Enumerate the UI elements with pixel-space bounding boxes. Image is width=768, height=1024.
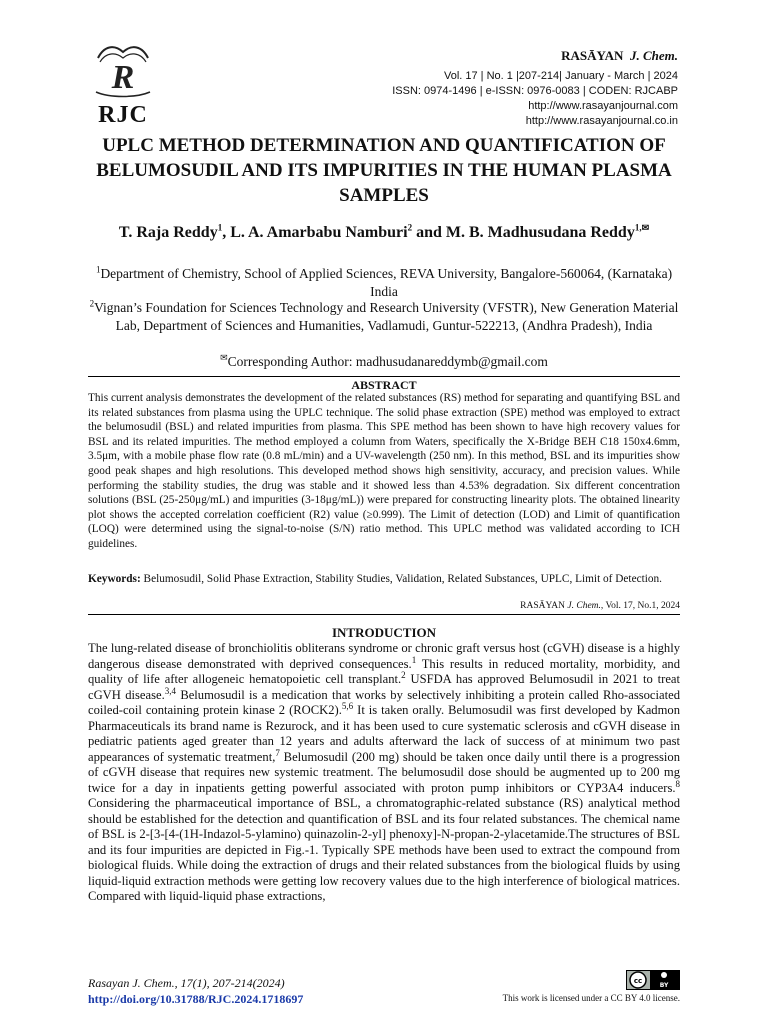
keywords-list: Belumosudil, Solid Phase Extraction, Stability Studies, Validation, Related Substances, UPLC, Limit of Detection. (140, 573, 663, 585)
article-title: UPLC METHOD DETERMINATION AND QUANTIFICATION OF BELUMOSUDIL AND ITS IMPURITIES IN THE HUMAN PLASMA SAMPLES (96, 135, 672, 206)
introduction-text (88, 641, 680, 905)
ref-sup[interactable]: 5,6 (341, 700, 354, 711)
intro-sentence: USFDA has approved Belumosudil in 2021 to treat cGVH disease. (88, 672, 680, 702)
footer-citation (88, 976, 285, 991)
journal-name-main: RASĀYAN (561, 48, 624, 63)
affiliation-2 (88, 299, 680, 335)
divider (88, 614, 680, 615)
author-name: and M. B. Madhusudana Reddy (412, 224, 635, 241)
journal-url-2[interactable]: http://www.rasayanjournal.co.in (525, 115, 678, 127)
footer-cite-rest: , 17(1), 207-214(2024) (174, 976, 285, 990)
author-list (88, 222, 680, 244)
envelope-icon: ✉ (641, 222, 650, 233)
doi-link[interactable]: http://doi.org/10.31788/RJC.2024.1718697 (88, 992, 304, 1006)
intro-sentence: It is taken orally. Belumosudil was first developed by Kadmon Pharmaceuticals its brand name is Rezurock, and it has been used to cure systematic sclerosis and cGVH disease in pediatric patients aged greater than 12 years and adults afterward the lack of success of at minimum two past appearances of systematic treatment, (88, 703, 680, 764)
affil-sup: 2 (89, 298, 95, 309)
logo-text: RJC (98, 102, 148, 128)
envelope-icon: ✉ (220, 352, 228, 363)
affil-text: Vignan’s Foundation for Sciences Technology and Research University (VFSTR), New Generation Material Lab, Department of Sciences and Humanities, Vadlamudi, Guntur-522213, (Andhra Pradesh), India (94, 300, 679, 333)
ref-sup[interactable]: 7 (275, 747, 280, 758)
cite-rest: , Vol. 17, No.1, 2024 (600, 601, 680, 611)
cc-by-license-icon[interactable] (626, 970, 680, 990)
license-text: This work is licensed under a CC BY 4.0 license. (502, 993, 680, 1003)
introduction-heading: INTRODUCTION (331, 625, 436, 640)
intro-sentence: This results in reduced mortality, morbidity, and quality of life after allogeneic hematopoietic cell transplant. (88, 656, 680, 686)
cite-italic: J. Chem. (567, 601, 601, 611)
intro-sentence: The lung-related disease of bronchiolitis obliterans syndrome or chronic graft versus host (cGVH) disease is a highly dangerous disease demonstrated with deprived consequences. (88, 641, 680, 671)
ref-sup[interactable]: 2 (401, 669, 406, 680)
affil-text: Department of Chemistry, School of Applied Sciences, REVA University, Bangalore-560064, (Karnataka) India (100, 266, 673, 299)
journal-name-italic: J. Chem. (629, 48, 678, 63)
journal-logo (88, 40, 158, 130)
author-name: T. Raja Reddy (118, 224, 218, 241)
keywords (88, 572, 680, 587)
keywords-label: Keywords: (88, 573, 141, 585)
volume-line: Vol. 17 | No. 1 |207-214| January - March | 2024 (443, 70, 678, 82)
ref-sup[interactable]: 1 (411, 654, 417, 665)
author-affil-sup: 2 (407, 222, 413, 233)
abstract-citation (88, 601, 680, 611)
divider (88, 376, 680, 377)
cc-by-label: BY (659, 982, 669, 989)
rjc-emblem-icon (90, 40, 156, 100)
intro-sentence: Belumosudil (200 mg) should be taken once daily until there is a progression of cGVH disease that requires new systemic treatment. The belumosudil dose should be augmented up to 200 mg twice for a day in inpatients getting powerful associated with proton pump inhibitors or CYP3A4 inducers. (88, 749, 680, 795)
svg-text:cc: cc (633, 977, 643, 985)
cite-main: RASĀYAN (520, 601, 568, 611)
affil-sup: 1 (95, 264, 101, 275)
issn-line: ISSN: 0974-1496 | e-ISSN: 0976-0083 | CODEN: RJCABP (392, 85, 678, 97)
author-affil-sup: 1, (634, 222, 642, 233)
ref-sup[interactable]: 3,4 (164, 685, 176, 696)
journal-info (318, 48, 678, 129)
affiliation-1 (88, 265, 680, 301)
author-affil-sup: 1 (217, 222, 223, 233)
svg-text:R: R (111, 59, 135, 96)
corresponding-text[interactable]: Corresponding Author: madhusudanareddymb@gmail.com (227, 354, 548, 369)
journal-url-1[interactable]: http://www.rasayanjournal.com (528, 100, 678, 112)
corresponding-author (88, 353, 680, 371)
abstract-text: This current analysis demonstrates the development of the related substances (RS) method for separating and quantifying BSL and its related substances from plasma using the UPLC technique. The solid phase extraction (SPE) method was employed to extract the belumosudil (BSL) and related impurities from plasma. This SPE method has been shown to have high recovery values for BSL and its related impurities. The method employed a column from Waters, specifically the X-Bridge BEH C18 150x4.6mm, 3.5μm, with a mobile phase flow rate (0.8 mL/min) and a UV-wavelength (250 nm). In this method, BSL and its impurities show good peak shapes and high resolutions. This developed method shows high sensitivity, accuracy, and precision values. While performing the stability studies, the drug was stable and it showed less than 4.53% degradation. Six different concentration solutions (BSL (25-250μg/mL) and impurities (3-18μg/mL)) were prepared for constructing linearity plots. The obtained linearity plot shows the accepted correlation coefficient (R2) value (≥0.999). The Limit of detection (LOD) and Limit of quantification (LOQ) were determined using the signal-to-noise (S/N) ratio method. This UPLC method was validated according to ICH guidelines. (88, 392, 680, 550)
author-name: , L. A. Amarbabu Namburi (222, 224, 408, 241)
ref-sup[interactable]: 8 (675, 778, 680, 789)
footer-cite-italic: Rasayan J. Chem. (88, 976, 175, 990)
journal-name (318, 48, 678, 64)
intro-sentence: Considering the pharmaceutical importance of BSL, a chromatographic-related substance (RS) analytical method should be established for the detection and quantification of BSL and its four related substances. The chemical name of BSL is 2-[3-[4-(1H-Indazol-5-ylamino) quinazolin-2-yl] phenoxy]-N-propan-2-ylacetamide.The structures of BSL and its four impurities are depicted in Fig.-1. Typically SPE methods have been used to extract the compound from biological fluids. While doing the extraction of drugs and their related substances from the biological fluids by using liquid-liquid extraction methods were getting low recovery values due to the high interference of biological matrices. Compared with liquid-liquid phase extractions, (88, 796, 680, 903)
abstract-heading: ABSTRACT (351, 378, 417, 392)
intro-sentence: Belumosudil is a medication that works by selectively inhibiting a protein called Rho-associated coiled-coil containing protein kinase 2 (ROCK2). (88, 687, 680, 717)
